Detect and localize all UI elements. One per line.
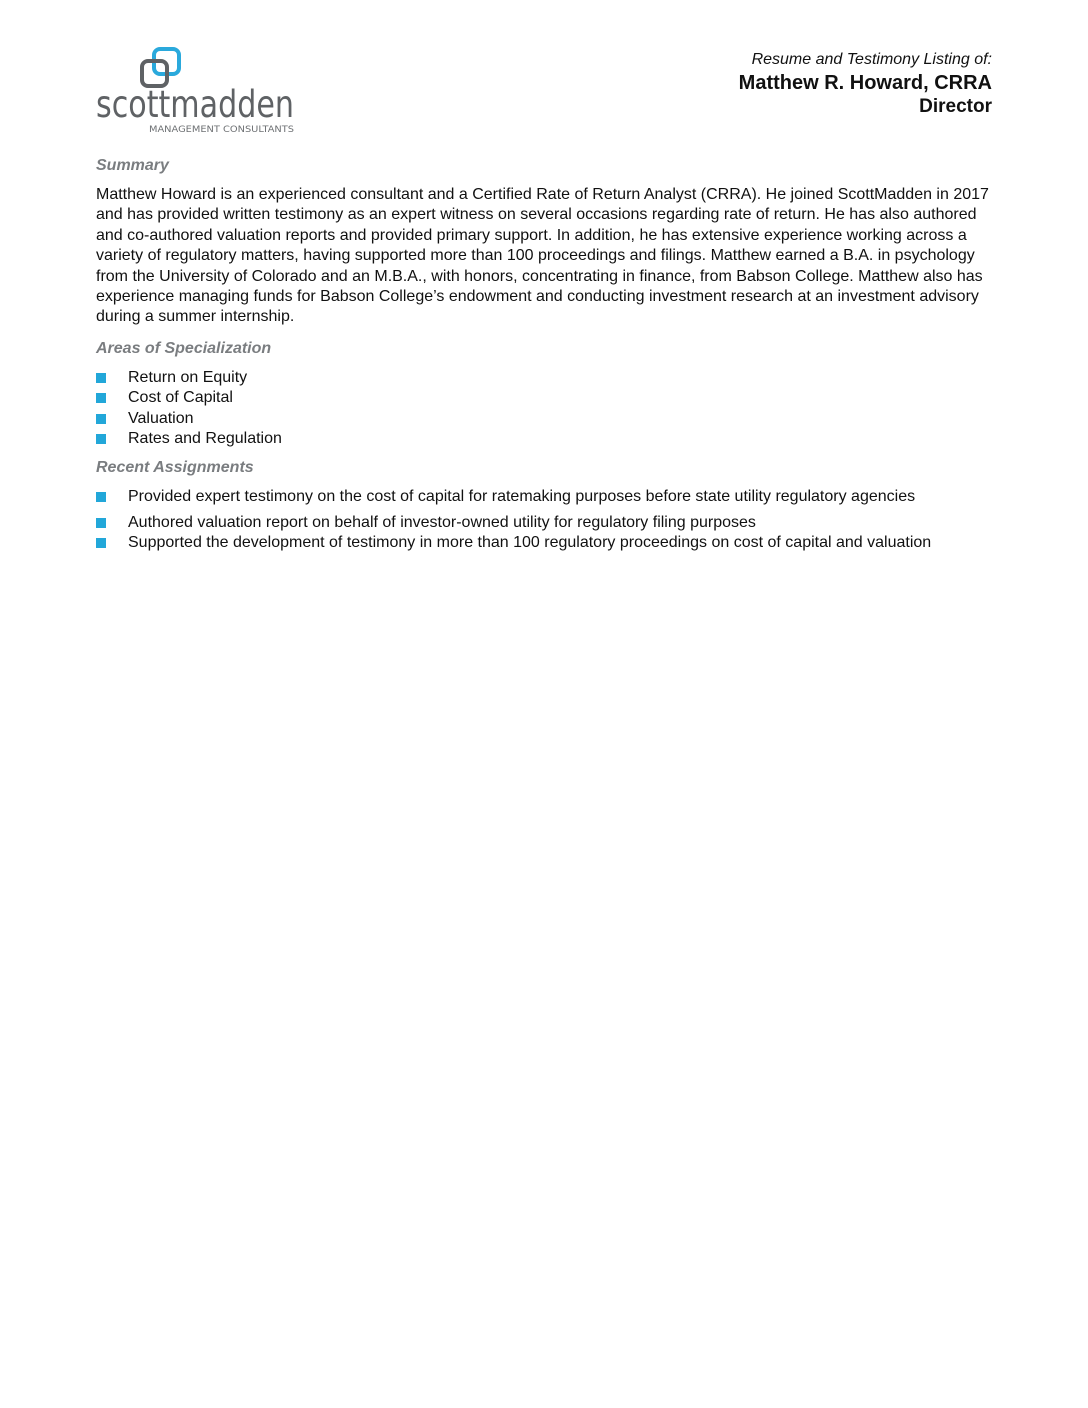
assignment-item: Authored valuation report on behalf of investor-owned utility for regulatory filing purposes [96, 513, 996, 533]
resume-body [96, 156, 996, 563]
person-name: Matthew R. Howard, CRRA [738, 72, 992, 94]
assignments-list [96, 487, 996, 553]
square-bullet-icon [96, 393, 106, 403]
square-bullet-icon [96, 538, 106, 548]
summary-text: Matthew Howard is an experienced consultant and a Certified Rate of Return Analyst (CRRA). He joined ScottMadden in 2017 and has provided written testimony as an expert witness on several occasions regarding rate of return. He has also authored and co-authored valuation reports and provided primary support. In addition, he has extensive experience working across a variety of regulatory matters, having supported more than 100 proceedings and filings. Matthew earned a B.A. in psychology from the University of Colorado and an M.B.A., with honors, concentrating in finance, from Babson College. Matthew also has experience managing funds for Babson College’s endowment and conducting investment research at an investment advisory during a summer internship. [96, 186, 989, 326]
assignment-item: Provided expert testimony on the cost of capital for ratemaking purposes before state utility regulatory agencies [96, 487, 996, 507]
square-bullet-icon [96, 518, 106, 528]
square-bullet-icon [96, 373, 106, 383]
logo-wordmark: scottmadden [96, 83, 294, 126]
square-bullet-icon [96, 434, 106, 444]
specialization-item: Return on Equity [96, 368, 996, 388]
specialization-item: Rates and Regulation [96, 429, 996, 449]
assignment-item: Supported the development of testimony in more than 100 regulatory proceedings on cost of capital and valuation [96, 533, 996, 553]
header-kicker: Resume and Testimony Listing of: [751, 51, 992, 68]
square-bullet-icon [96, 492, 106, 502]
square-bullet-icon [96, 414, 106, 424]
person-title: Director [919, 96, 992, 117]
document-header [739, 50, 992, 119]
specialization-item: Cost of Capital [96, 388, 996, 408]
specialization-heading: Areas of Specialization [96, 339, 272, 357]
logo-tagline: MANAGEMENT CONSULTANTS [149, 125, 294, 135]
specialization-item: Valuation [96, 409, 996, 429]
summary-heading: Summary [96, 157, 169, 174]
assignments-heading: Recent Assignments [96, 459, 254, 477]
scottmadden-logo [96, 44, 306, 136]
specialization-list [96, 368, 996, 450]
